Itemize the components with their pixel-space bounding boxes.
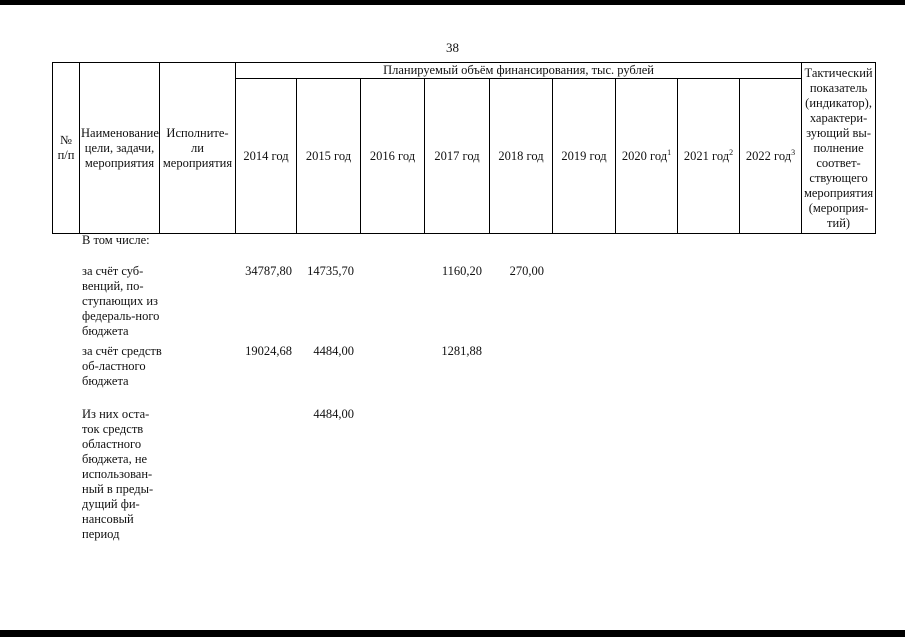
header-indicator: Тактический показатель (индикатор), характери-зующий вы-полнение соответ-ствующего мероприятия (мероприя-тий) bbox=[802, 63, 876, 234]
footnote-mark: 1 bbox=[667, 147, 672, 157]
cell-regional-2015: 4484,00 bbox=[313, 344, 354, 358]
header-executors: Исполните-ли мероприятия bbox=[160, 63, 236, 234]
footnote-mark: 2 bbox=[729, 147, 734, 157]
header-number: № п/п bbox=[53, 63, 80, 234]
header-year-2021: 2021 год$^2$ bbox=[678, 79, 740, 234]
header-year-2014: 2014 год bbox=[236, 79, 297, 234]
top-border bbox=[0, 0, 905, 5]
header-year-2020: 2020 год$^1$ bbox=[616, 79, 678, 234]
header-funding: Планируемый объём финансирования, тыс. рублей bbox=[236, 63, 802, 79]
row-label-regional: за счёт средств об-ластного бюджета bbox=[82, 344, 162, 388]
header-year-2017: 2017 год bbox=[425, 79, 490, 234]
cell-regional-2017: 1281,88 bbox=[441, 344, 482, 358]
header-year-2016: 2016 год bbox=[361, 79, 425, 234]
header-year-2018: 2018 год bbox=[490, 79, 553, 234]
page-number: 38 bbox=[446, 40, 459, 55]
cell-remainder-2015: 4484,00 bbox=[313, 407, 354, 421]
cell-federal-2015: 14735,70 bbox=[307, 264, 354, 278]
header-year-2015: 2015 год bbox=[297, 79, 361, 234]
row-label-federal: за счёт суб-венций, по-ступающих из федераль-ного бюджета bbox=[82, 264, 160, 338]
cell-federal-2018: 270,00 bbox=[509, 264, 544, 278]
header-year-2022: 2022 год$^3$ bbox=[740, 79, 802, 234]
header-name: Наименование цели, задачи, мероприятия bbox=[80, 63, 160, 234]
footnote-mark: 3 bbox=[791, 147, 796, 157]
header-year-2019: 2019 год bbox=[553, 79, 616, 234]
row-label-remainder: Из них оста-ток средств областного бюджета, не использован-ный в преды-дущий фи-нансовый период bbox=[82, 407, 154, 541]
header-table bbox=[52, 62, 876, 234]
bottom-border bbox=[0, 630, 905, 637]
cell-federal-2017: 1160,20 bbox=[441, 264, 482, 278]
row-label-including: В том числе: bbox=[82, 233, 150, 247]
cell-federal-2014: 34787,80 bbox=[245, 264, 292, 278]
cell-regional-2014: 19024,68 bbox=[245, 344, 292, 358]
